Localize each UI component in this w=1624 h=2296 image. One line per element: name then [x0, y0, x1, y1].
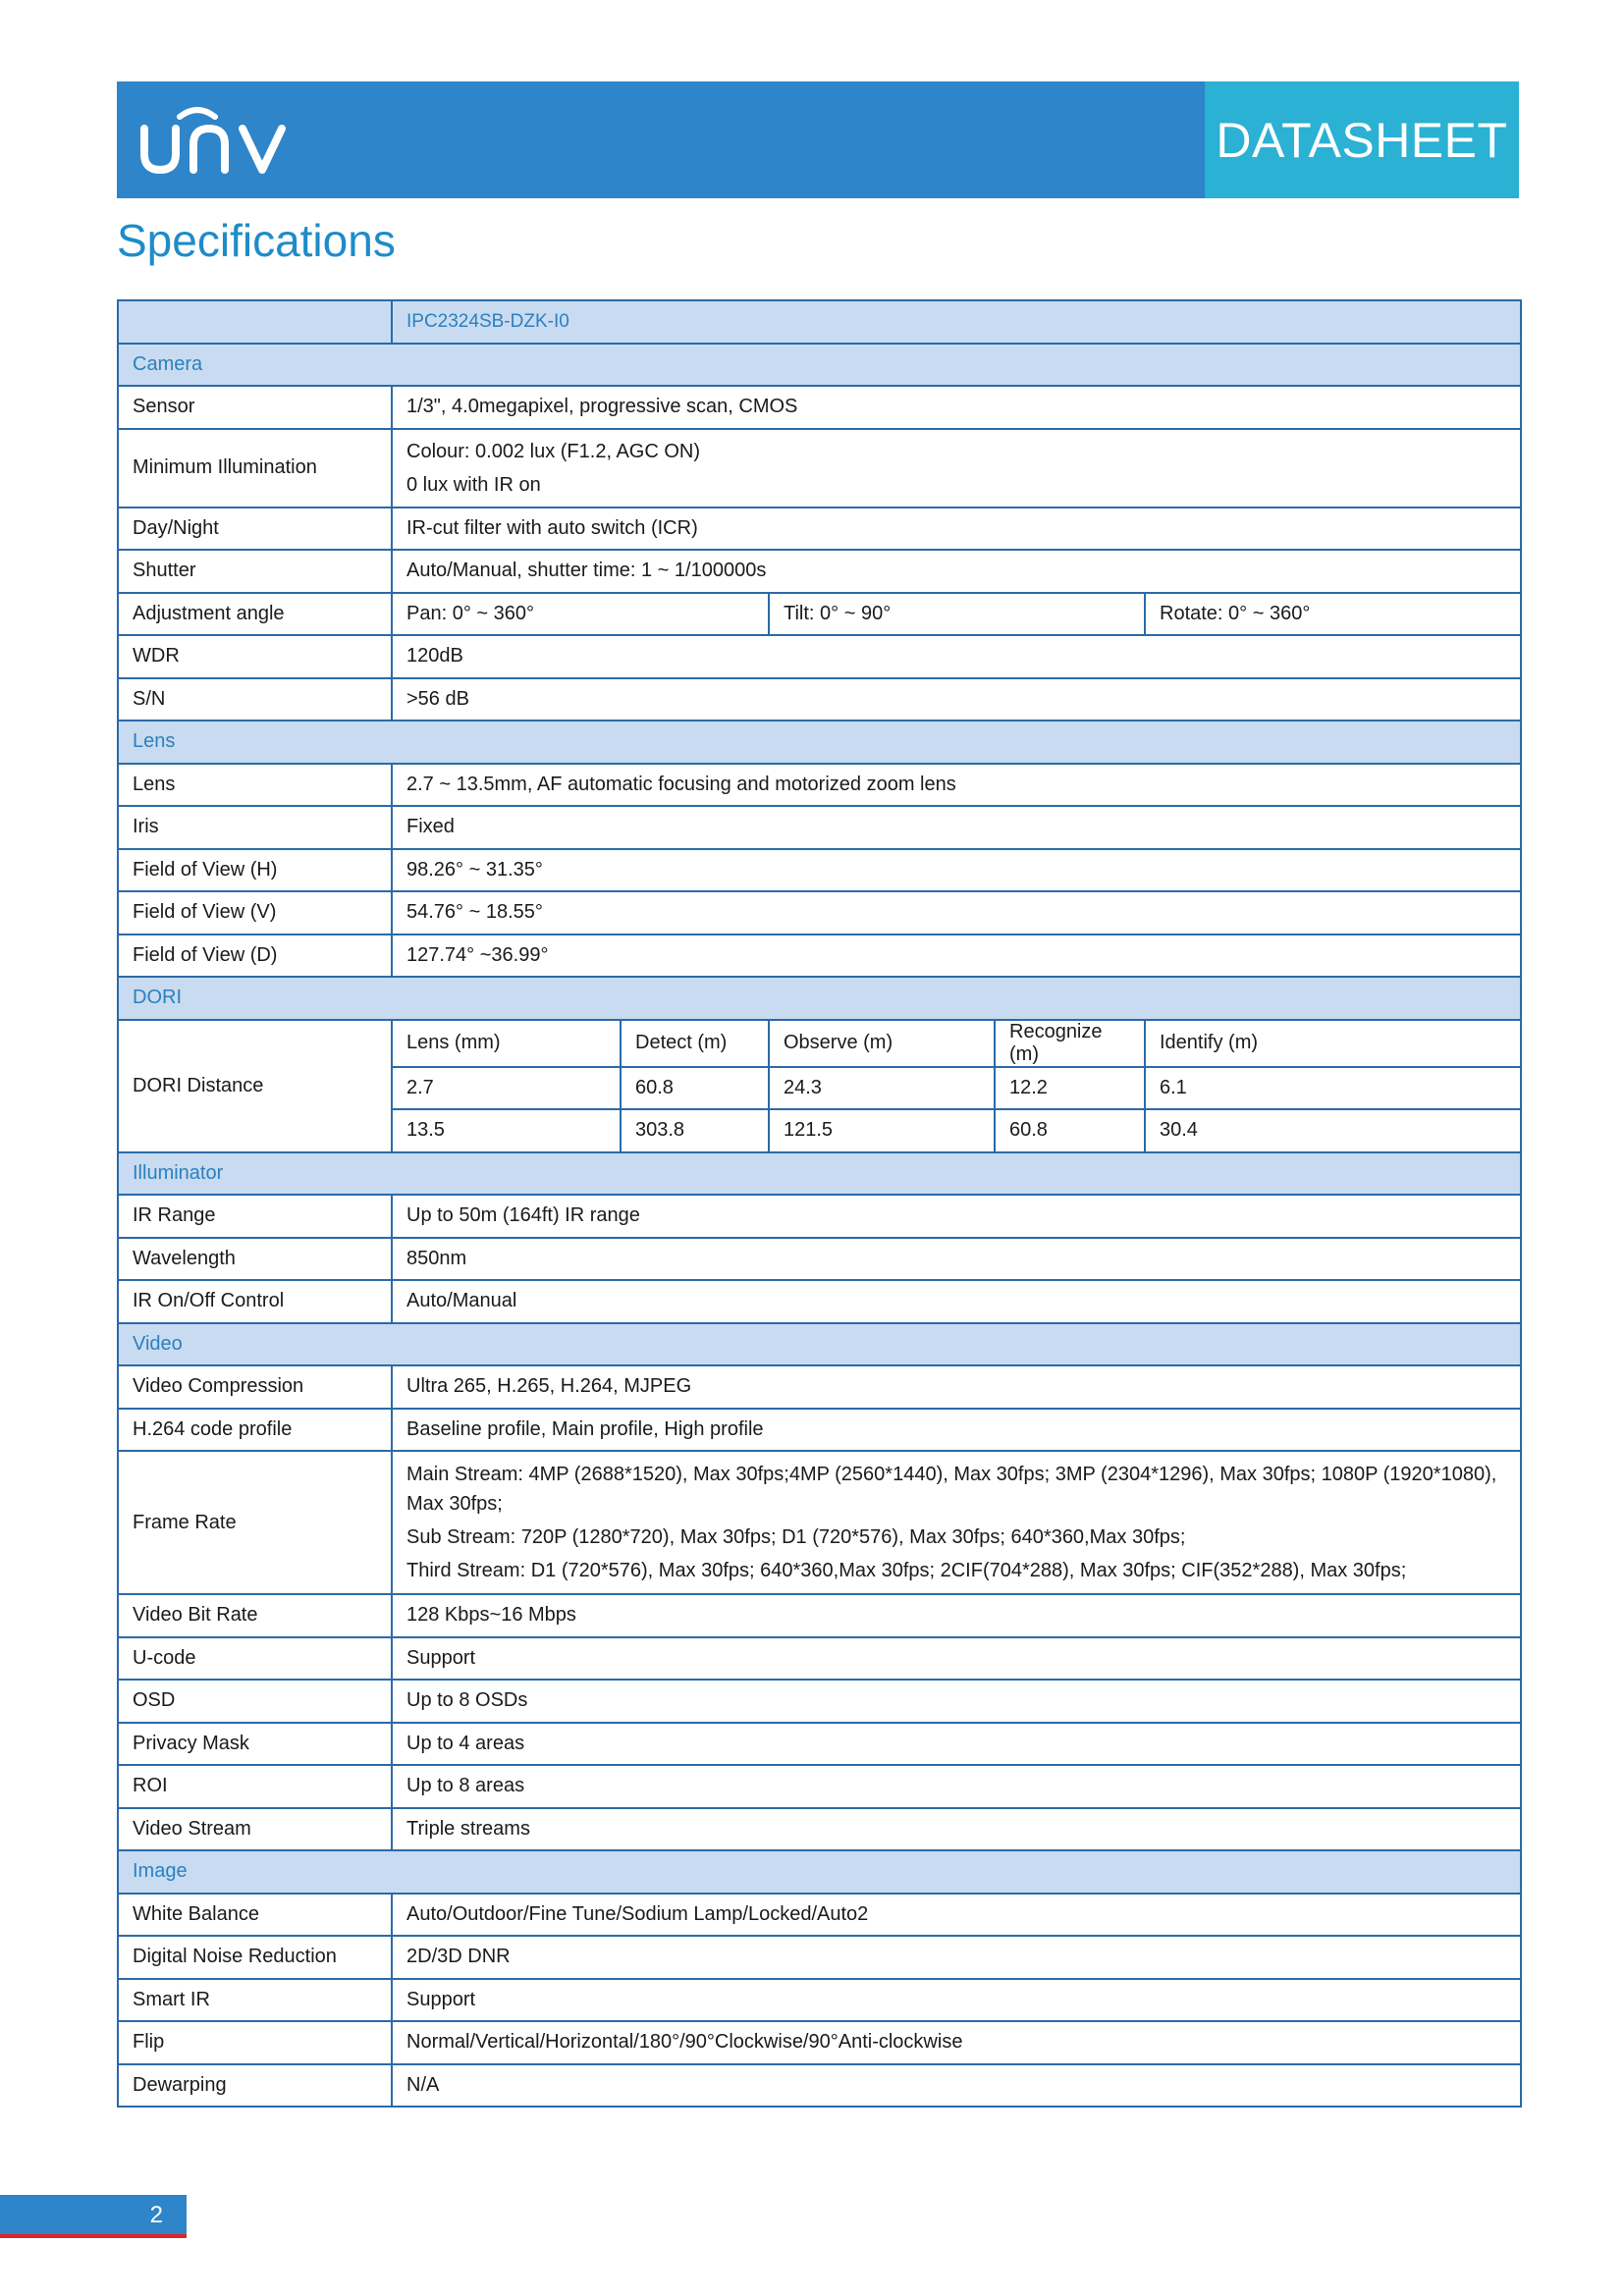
row-label: Digital Noise Reduction: [118, 1936, 392, 1979]
pan-value: Pan: 0° ~ 360°: [392, 593, 769, 636]
table-row: [118, 1280, 1521, 1323]
row-value: Up to 4 areas: [392, 1723, 1521, 1766]
dori-header-cell: Recognize (m): [995, 1020, 1145, 1067]
section-row: [118, 1152, 1521, 1196]
table-row: [118, 2021, 1521, 2064]
table-row: [118, 1238, 1521, 1281]
row-label: WDR: [118, 635, 392, 678]
row-value: 1/3", 4.0megapixel, progressive scan, CMOS: [392, 386, 1521, 429]
row-label: White Balance: [118, 1894, 392, 1937]
row-value: [392, 1451, 1521, 1594]
table-row: [118, 1979, 1521, 2022]
row-label: Day/Night: [118, 507, 392, 551]
unv-logo: [136, 99, 294, 180]
model-row: [118, 300, 1521, 344]
row-value: Fixed: [392, 806, 1521, 849]
row-value: Up to 50m (164ft) IR range: [392, 1195, 1521, 1238]
row-value: 98.26° ~ 31.35°: [392, 849, 1521, 892]
table-row: [118, 1365, 1521, 1409]
row-label: H.264 code profile: [118, 1409, 392, 1452]
row-value: Triple streams: [392, 1808, 1521, 1851]
row-label: Video Bit Rate: [118, 1594, 392, 1637]
value-line: Colour: 0.002 lux (F1.2, AGC ON): [406, 440, 701, 462]
row-label: Minimum Illumination: [118, 429, 392, 507]
section-row: [118, 344, 1521, 387]
row-value: [392, 429, 1521, 507]
row-value: >56 dB: [392, 678, 1521, 721]
row-value: Normal/Vertical/Horizontal/180°/90°Clockwise/90°Anti-clockwise: [392, 2021, 1521, 2064]
row-label: Field of View (D): [118, 934, 392, 978]
page-number: 2: [149, 2202, 163, 2228]
table-row: [118, 849, 1521, 892]
table-row: [118, 1451, 1521, 1594]
row-value: 2.7 ~ 13.5mm, AF automatic focusing and motorized zoom lens: [392, 764, 1521, 807]
dori-header-cell: Detect (m): [621, 1020, 769, 1067]
value-line: Sub Stream: 720P (1280*720), Max 30fps; D1 (720*576), Max 30fps; 640*360,Max 30fps;: [406, 1526, 1186, 1548]
row-label: Lens: [118, 764, 392, 807]
row-value: IR-cut filter with auto switch (ICR): [392, 507, 1521, 551]
row-value: Ultra 265, H.265, H.264, MJPEG: [392, 1365, 1521, 1409]
row-label: Privacy Mask: [118, 1723, 392, 1766]
spec-table: [117, 299, 1522, 2108]
row-label: U-code: [118, 1637, 392, 1681]
table-row: [118, 507, 1521, 551]
value-line: 0 lux with IR on: [406, 473, 541, 496]
section-illuminator: Illuminator: [118, 1152, 1521, 1196]
row-value: Support: [392, 1979, 1521, 2022]
table-row: [118, 1936, 1521, 1979]
row-value: N/A: [392, 2064, 1521, 2108]
row-value: Up to 8 areas: [392, 1765, 1521, 1808]
dori-cell: 12.2: [995, 1067, 1145, 1110]
table-row: [118, 934, 1521, 978]
table-row: [118, 1680, 1521, 1723]
table-row: [118, 1594, 1521, 1637]
table-row: [118, 550, 1521, 593]
model-name: IPC2324SB-DZK-I0: [392, 300, 1521, 344]
row-value: Auto/Outdoor/Fine Tune/Sodium Lamp/Locked/Auto2: [392, 1894, 1521, 1937]
row-label: DORI Distance: [118, 1020, 392, 1152]
section-camera: Camera: [118, 344, 1521, 387]
dori-cell: 303.8: [621, 1109, 769, 1152]
dori-cell: 6.1: [1145, 1067, 1521, 1110]
row-label: ROI: [118, 1765, 392, 1808]
value-line: Third Stream: D1 (720*576), Max 30fps; 640*360,Max 30fps; 2CIF(704*288), Max 30fps; CIF(352*288), Max 30fps;: [406, 1560, 1407, 1581]
page-number-tab: [0, 2195, 187, 2238]
row-label: Flip: [118, 2021, 392, 2064]
row-label: S/N: [118, 678, 392, 721]
row-label: OSD: [118, 1680, 392, 1723]
row-value: 2D/3D DNR: [392, 1936, 1521, 1979]
row-value: Auto/Manual, shutter time: 1 ~ 1/100000s: [392, 550, 1521, 593]
section-dori: DORI: [118, 977, 1521, 1020]
dori-cell: 60.8: [621, 1067, 769, 1110]
section-video: Video: [118, 1323, 1521, 1366]
row-value: Support: [392, 1637, 1521, 1681]
dori-cell: 2.7: [392, 1067, 621, 1110]
table-row: [118, 1409, 1521, 1452]
section-lens: Lens: [118, 721, 1521, 764]
row-value: 128 Kbps~16 Mbps: [392, 1594, 1521, 1637]
datasheet-label: DATASHEET: [1216, 112, 1508, 168]
row-label: Sensor: [118, 386, 392, 429]
table-row: [118, 806, 1521, 849]
table-row: [118, 1765, 1521, 1808]
row-value: Up to 8 OSDs: [392, 1680, 1521, 1723]
table-row: [118, 2064, 1521, 2108]
row-label: Wavelength: [118, 1238, 392, 1281]
header-banner: [117, 81, 1519, 198]
section-row: [118, 721, 1521, 764]
rotate-value: Rotate: 0° ~ 360°: [1145, 593, 1521, 636]
row-label: Dewarping: [118, 2064, 392, 2108]
dori-cell: 13.5: [392, 1109, 621, 1152]
row-label: Frame Rate: [118, 1451, 392, 1594]
dori-header-cell: Identify (m): [1145, 1020, 1521, 1067]
row-label: IR Range: [118, 1195, 392, 1238]
row-value: 54.76° ~ 18.55°: [392, 891, 1521, 934]
table-row: [118, 429, 1521, 507]
table-row: [118, 764, 1521, 807]
section-row: [118, 977, 1521, 1020]
table-row: [118, 678, 1521, 721]
row-label: Smart IR: [118, 1979, 392, 2022]
row-value: Baseline profile, Main profile, High profile: [392, 1409, 1521, 1452]
row-label: Shutter: [118, 550, 392, 593]
row-label: Adjustment angle: [118, 593, 392, 636]
table-row: [118, 593, 1521, 636]
row-label: Video Compression: [118, 1365, 392, 1409]
row-label: Video Stream: [118, 1808, 392, 1851]
table-row: [118, 1195, 1521, 1238]
row-value: Auto/Manual: [392, 1280, 1521, 1323]
table-row: [118, 1637, 1521, 1681]
table-row: [118, 1723, 1521, 1766]
section-row: [118, 1850, 1521, 1894]
table-row: [118, 635, 1521, 678]
section-row: [118, 1323, 1521, 1366]
dori-header-row: [118, 1020, 1521, 1067]
row-label: Field of View (V): [118, 891, 392, 934]
value-line: Main Stream: 4MP (2688*1520), Max 30fps;4MP (2560*1440), Max 30fps; 3MP (2304*1296), Max 30fps; 1080P (1920*1080), Max 30fps;: [406, 1464, 1497, 1515]
table-row: [118, 891, 1521, 934]
row-label: IR On/Off Control: [118, 1280, 392, 1323]
row-value: 127.74° ~36.99°: [392, 934, 1521, 978]
row-label: Field of View (H): [118, 849, 392, 892]
table-row: [118, 386, 1521, 429]
datasheet-badge: [1205, 81, 1519, 198]
table-row: [118, 1894, 1521, 1937]
page-title: Specifications: [117, 215, 396, 266]
dori-cell: 24.3: [769, 1067, 995, 1110]
row-label: Iris: [118, 806, 392, 849]
dori-cell: 60.8: [995, 1109, 1145, 1152]
section-image: Image: [118, 1850, 1521, 1894]
tilt-value: Tilt: 0° ~ 90°: [769, 593, 1145, 636]
table-row: [118, 1808, 1521, 1851]
dori-header-cell: Observe (m): [769, 1020, 995, 1067]
row-value: 850nm: [392, 1238, 1521, 1281]
row-value: 120dB: [392, 635, 1521, 678]
dori-cell: 121.5: [769, 1109, 995, 1152]
dori-cell: 30.4: [1145, 1109, 1521, 1152]
dori-header-cell: Lens (mm): [392, 1020, 621, 1067]
